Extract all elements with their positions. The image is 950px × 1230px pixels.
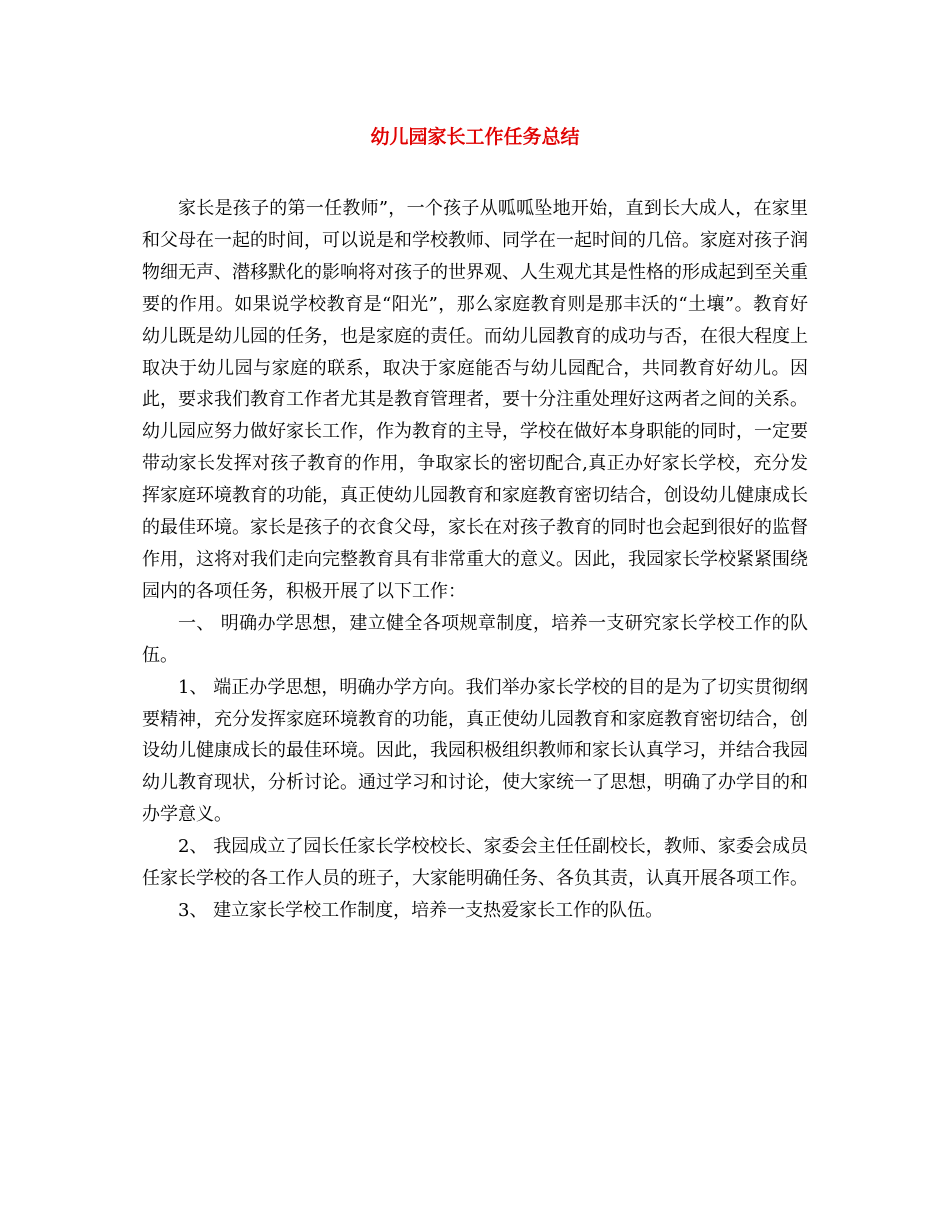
paragraph-item-1: 1、 端正办学思想，明确办学方向。我们举办家长学校的目的是为了切实贯彻纲要精神，充分发挥家庭环境教育的功能，真正使幼儿园教育和家庭教育密切结合，创设幼儿健康成长的最佳环境。因此，我园积极组织教师和家长认真学习，并结合我园幼儿教育现状，分析讨论。通过学习和讨论，使大家统一了思想，明确了办学目的和办学意义。 [142,676,808,826]
document-title: 幼儿园家长工作任务总结 [370,126,580,148]
paragraph-intro: 家长是孩子的第一任教师”，一个孩子从呱呱坠地开始，直到长大成人，在家里和父母在一起的时间，可以说是和学校教师、同学在一起时间的几倍。家庭对孩子润物细无声、潜移默化的影响将对孩子的世界观、人生观尤其是性格的形成起到至关重要的作用。如果说学校教育是“阳光”，那么家庭教育则是那丰沃的“土壤”。教育好幼儿既是幼儿园的任务，也是家庭的责任。而幼儿园教育的成功与否，在很大程度上取决于幼儿园与家庭的联系，取决于家庭能否与幼儿园配合，共同教育好幼儿。因此，要求我们教育工作者尤其是教育管理者，要十分注重处理好这两者之间的关系。幼儿园应努力做好家长工作，作为教育的主导，学校在做好本身职能的同时，一定要带动家长发挥对孩子教育的作用，争取家长的密切配合,真正办好家长学校，充分发挥家庭环境教育的功能，真正使幼儿园教育和家庭教育密切结合，创设幼儿健康成长的最佳环境。家长是孩子的衣食父母，家长在对孩子教育的同时也会起到很好的监督作用，这将对我们走向完整教育具有非常重大的意义。因此，我园家长学校紧紧围绕园内的各项任务，积极开展了以下工作： [142,198,808,602]
document-body [142,193,808,927]
paragraph-item-3: 3、 建立家长学校工作制度，培养一支热爱家长工作的队伍。 [178,899,664,921]
paragraph-section-1-heading: 一、 明确办学思想，建立健全各项规章制度，培养一支研究家长学校工作的队伍。 [142,612,808,666]
paragraph-item-2: 2、 我园成立了园长任家长学校校长、家委会主任任副校长，教师、家委会成员任家长学校的各工作人员的班子，大家能明确任务、各负其责，认真开展各项工作。 [142,836,808,890]
